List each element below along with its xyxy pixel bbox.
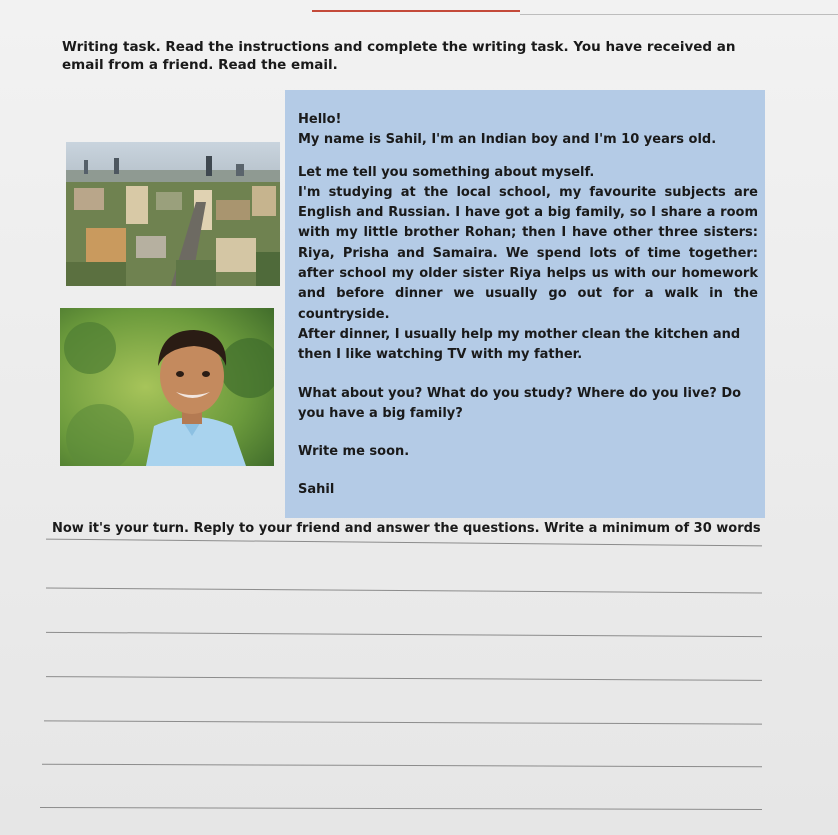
answer-line-7[interactable]	[40, 807, 762, 810]
email-intro: My name is Sahil, I'm an Indian boy and I'm 10 years old.	[298, 132, 717, 148]
email-tell: Let me tell you something about myself.	[298, 164, 595, 180]
answer-line-1[interactable]	[46, 539, 762, 547]
task-instructions: Writing task. Read the instructions and complete the writing task. You have received an email from a friend. Read the email.	[62, 39, 736, 73]
email-after-dinner: After dinner, I usually help my mother clean the kitchen and then I like watching TV with my father.	[298, 326, 741, 363]
email-body	[298, 110, 758, 501]
email-closing: Write me soon.	[298, 444, 410, 460]
email-questions: What about you? What do you study? Where do you live? Do you have a big family?	[298, 385, 742, 421]
answer-line-6[interactable]	[42, 764, 762, 768]
email-signature: Sahil	[298, 482, 335, 498]
email-greeting: Hello!	[298, 112, 342, 127]
city-photo	[66, 142, 280, 286]
answer-line-5[interactable]	[44, 720, 762, 724]
top-accent-rule	[312, 10, 520, 12]
reply-prompt: Now it's your turn. Reply to your friend and answer the questions. Write a minimum of 30 words	[52, 521, 761, 536]
boy-photo	[60, 308, 274, 466]
answer-line-4[interactable]	[46, 676, 762, 681]
answer-line-2[interactable]	[46, 588, 762, 594]
top-divider	[520, 14, 838, 15]
answer-line-3[interactable]	[46, 632, 762, 637]
email-paragraph: I'm studying at the local school, my favourite subjects are English and Russian. I have got a big family, so I share a room with my little brother Rohan; then I have other three sisters: Riya, Prisha and Samaira. We spend lots of time together: after school my older sister Riya helps us with our homework and before dinner we usually go out for a walk in the countryside.	[298, 184, 758, 322]
